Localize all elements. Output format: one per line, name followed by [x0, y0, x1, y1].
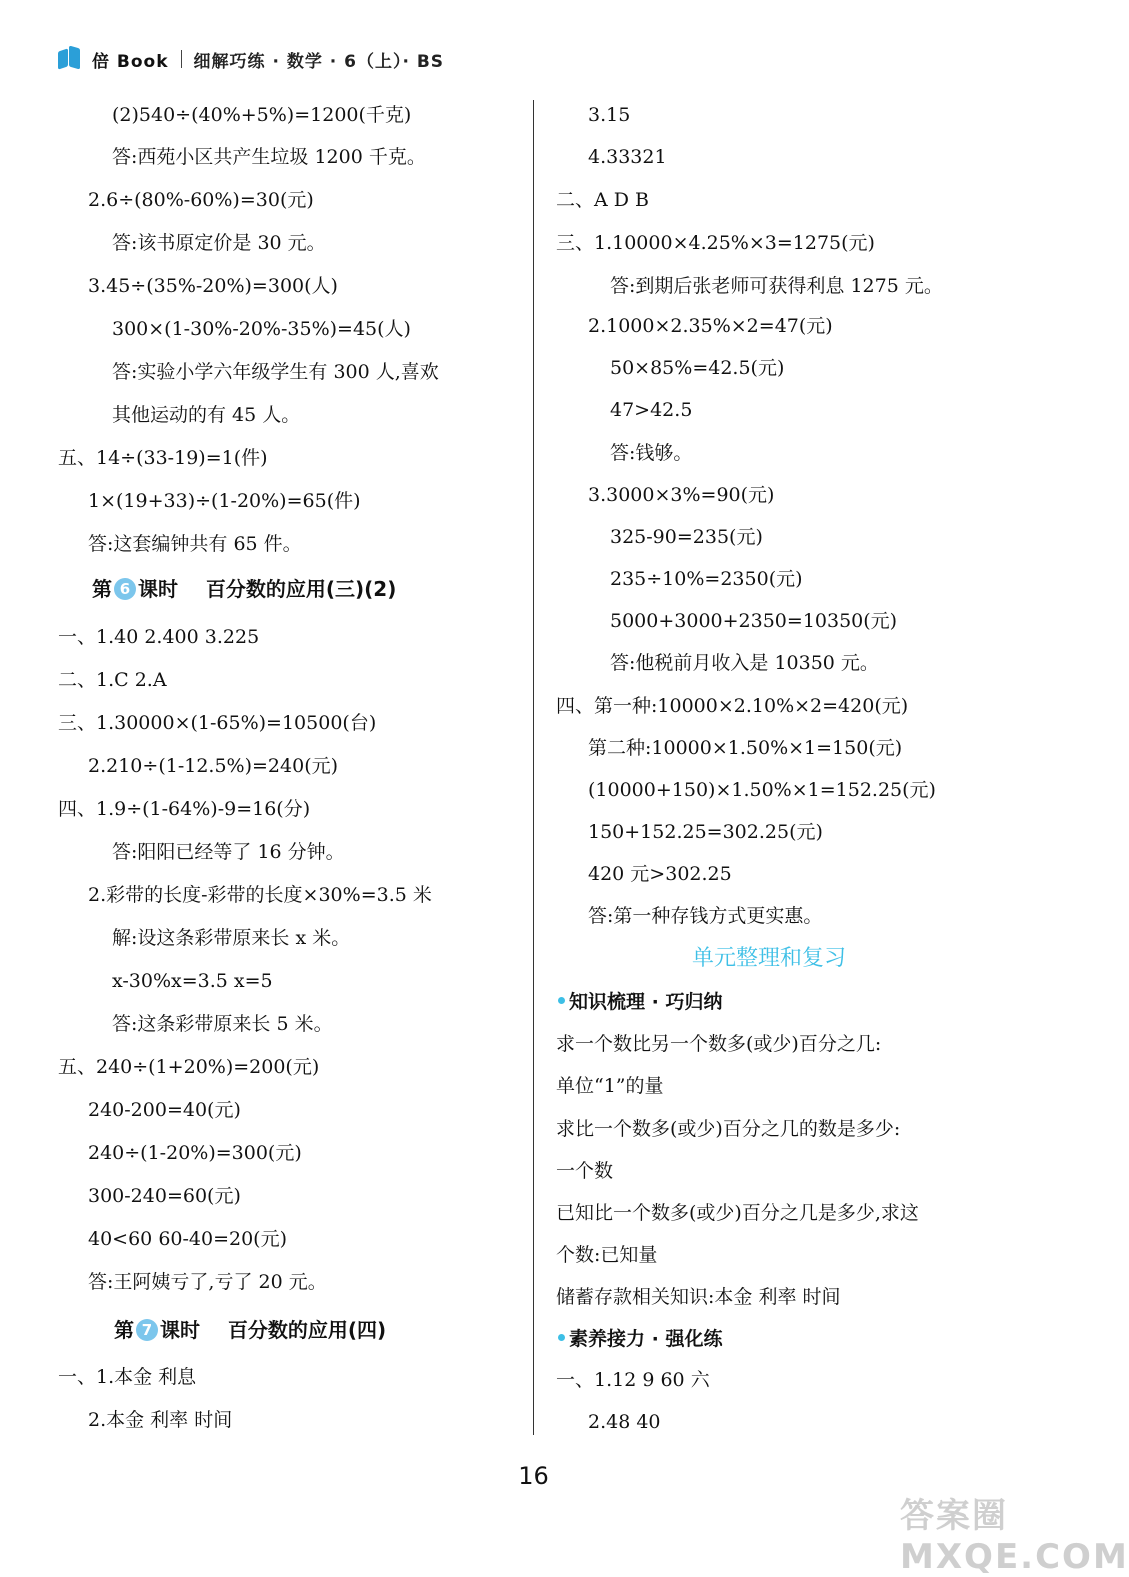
answer-line: 答:王阿姨亏了,亏了 20 元。 — [88, 1271, 327, 1293]
answer-line: 答:该书原定价是 30 元。 — [112, 232, 326, 254]
summary-line: 已知比一个数多(或少)百分之几是多少,求这 — [556, 1202, 919, 1224]
answer-line: 答:这套编钟共有 65 件。 — [88, 533, 302, 555]
answer-line: 40<60 60-40=20(元) — [88, 1228, 288, 1250]
answer-line: 150+152.25=302.25(元) — [588, 821, 823, 843]
answer-line: (10000+150)×1.50%×1=152.25(元) — [588, 779, 936, 801]
answer-line: 300×(1-30%-20%-35%)=45(人) — [112, 318, 411, 340]
lesson-number-badge: 6 — [114, 578, 136, 600]
section-heading: 素养接力 · 强化练 — [558, 1326, 722, 1352]
answer-line: 解:设这条彩带原来长 x 米。 — [112, 927, 351, 949]
answer-line: 一、1.本金 利息 — [58, 1366, 197, 1388]
page-number: 16 — [518, 1462, 549, 1490]
answer-line: 240÷(1-20%)=300(元) — [88, 1142, 302, 1164]
answer-line: 第二种:10000×1.50%×1=150(元) — [588, 737, 903, 759]
answer-line: 五、14÷(33-19)=1(件) — [58, 447, 268, 469]
answer-line: 三、1.30000×(1-65%)=10500(台) — [58, 712, 377, 734]
answer-line: 5000+3000+2350=10350(元) — [610, 610, 898, 632]
answer-line: x-30%x=3.5 x=5 — [112, 970, 273, 992]
answer-line: 47>42.5 — [610, 399, 693, 421]
answer-line: 五、240÷(1+20%)=200(元) — [58, 1056, 320, 1078]
answer-line: 其他运动的有 45 人。 — [112, 404, 301, 426]
answer-line: 235÷10%=2350(元) — [610, 568, 803, 590]
logo-text: 倍 Book — [92, 51, 169, 72]
answer-line: (2)540÷(40%+5%)=1200(千克) — [112, 104, 412, 126]
bullet-dot-icon — [558, 997, 565, 1004]
summary-line: 储蓄存款相关知识:本金 利率 时间 — [556, 1286, 841, 1308]
page-header — [58, 44, 444, 74]
lesson-name: 百分数的应用(三)(2) — [205, 577, 397, 601]
answer-line: 四、第一种:10000×2.10%×2=420(元) — [556, 695, 909, 717]
answer-line: 3.45÷(35%-20%)=300(人) — [88, 275, 338, 297]
logo-icon — [58, 46, 84, 72]
answer-line: 4.33321 — [588, 146, 667, 168]
answer-line: 答:阳阳已经等了 16 分钟。 — [112, 841, 345, 863]
answer-line: 答:这条彩带原来长 5 米。 — [112, 1013, 333, 1035]
summary-line: 个数:已知量 — [556, 1244, 658, 1266]
answer-line: 240-200=40(元) — [88, 1099, 241, 1121]
lesson-heading: 第 6 课时 百分数的应用(三)(2) — [92, 577, 397, 601]
column-divider — [533, 100, 534, 1435]
answer-line: 3.15 — [588, 104, 631, 126]
lesson-heading: 第 7 课时 百分数的应用(四) — [114, 1318, 387, 1342]
answer-line: 2.6÷(80%-60%)=30(元) — [88, 189, 314, 211]
answer-line: 2.本金 利率 时间 — [88, 1409, 233, 1431]
header-separator — [181, 50, 182, 68]
answer-line: 二、A D B — [556, 189, 649, 211]
summary-line: 求一个数比另一个数多(或少)百分之几: — [556, 1033, 882, 1055]
answer-line: 300-240=60(元) — [88, 1185, 241, 1207]
lesson-number-badge: 7 — [136, 1319, 158, 1341]
answer-line: 二、1.C 2.A — [58, 669, 167, 691]
answer-line: 答:钱够。 — [610, 442, 693, 464]
bullet-dot-icon — [558, 1334, 565, 1341]
answer-line: 2.彩带的长度-彩带的长度×30%=3.5 米 — [88, 884, 432, 906]
summary-line: 单位“1”的量 — [556, 1075, 664, 1097]
answer-line: 一、1.40 2.400 3.225 — [58, 626, 260, 648]
answer-line: 420 元>302.25 — [588, 863, 732, 885]
answer-line: 答:到期后张老师可获得利息 1275 元。 — [610, 275, 943, 297]
watermark: 答案圈 MXQE.COM — [900, 1496, 1129, 1577]
answer-line: 答:实验小学六年级学生有 300 人,喜欢 — [112, 361, 439, 383]
unit-review-title: 单元整理和复习 — [692, 946, 847, 971]
answer-line: 三、1.10000×4.25%×3=1275(元) — [556, 232, 875, 254]
answer-line: 答:第一种存钱方式更实惠。 — [588, 905, 823, 927]
answer-line: 答:他税前月收入是 10350 元。 — [610, 652, 879, 674]
answer-line: 1×(19+33)÷(1-20%)=65(件) — [88, 490, 361, 512]
answer-line: 四、1.9÷(1-64%)-9=16(分) — [58, 798, 311, 820]
summary-line: 一个数 — [556, 1160, 614, 1182]
summary-line: 求比一个数多(或少)百分之几的数是多少: — [556, 1118, 901, 1140]
section-heading: 知识梳理 · 巧归纳 — [558, 989, 722, 1015]
lesson-name: 百分数的应用(四) — [227, 1318, 387, 1342]
answer-line: 3.3000×3%=90(元) — [588, 484, 775, 506]
answer-line: 答:西苑小区共产生垃圾 1200 千克。 — [112, 146, 426, 168]
answer-line: 2.48 40 — [588, 1411, 661, 1433]
book-title: 细解巧练 · 数学 · 6（上）· BS — [193, 51, 445, 72]
answer-line: 一、1.12 9 60 六 — [556, 1369, 710, 1391]
answer-line: 325-90=235(元) — [610, 526, 763, 548]
answer-line: 2.1000×2.35%×2=47(元) — [588, 315, 833, 337]
answer-line: 2.210÷(1-12.5%)=240(元) — [88, 755, 339, 777]
answer-line: 50×85%=42.5(元) — [610, 357, 785, 379]
